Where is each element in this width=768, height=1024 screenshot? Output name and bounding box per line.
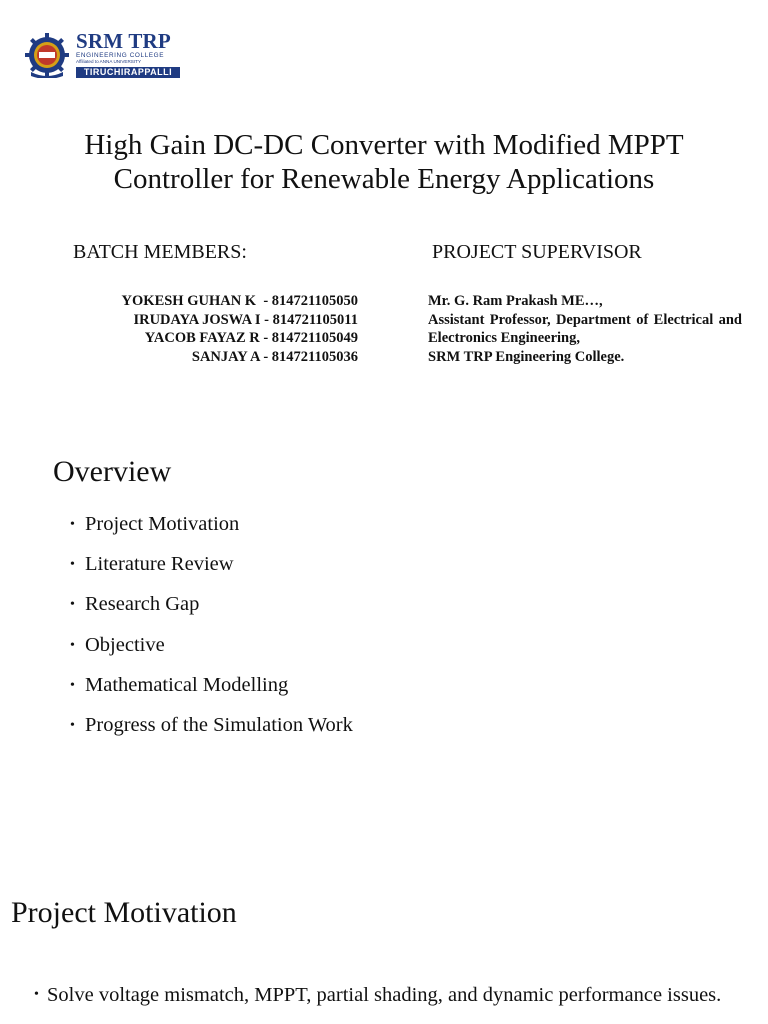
- title-line-2: Controller for Renewable Energy Applications: [113, 163, 655, 195]
- list-item: • Project Motivation: [70, 513, 240, 535]
- document-title: [0, 128, 768, 196]
- overview-heading: Overview: [53, 455, 172, 488]
- batch-members-list: [40, 292, 358, 366]
- list-item: • Literature Review: [70, 553, 234, 576]
- list-item: • Objective: [70, 633, 165, 656]
- batch-members-heading: BATCH MEMBERS:: [73, 241, 247, 263]
- supervisor-details: [428, 292, 742, 366]
- bullet-icon: •: [70, 677, 75, 693]
- logo-name: SRM TRP: [76, 29, 171, 53]
- bullet-icon: •: [70, 717, 75, 733]
- title-line-1: High Gain DC-DC Converter with Modified MPPT: [84, 129, 684, 161]
- member-entry: IRUDAYA JOSWA I - 814721105011: [133, 311, 358, 328]
- member-entry: YOKESH GUHAN K - 814721105050: [121, 293, 358, 309]
- college-seal-icon: [22, 32, 72, 78]
- member-entry: SANJAY A - 814721105036: [191, 348, 358, 365]
- logo-affiliation: Affiliated to ANNA UNIVERSITY: [76, 59, 142, 64]
- supervisor-name: Mr. G. Ram Prakash ME…,: [428, 293, 603, 309]
- college-logo: [22, 30, 184, 80]
- list-item: • Progress of the Simulation Work: [70, 713, 353, 736]
- bullet-icon: •: [70, 517, 75, 532]
- list-item: • Research Gap: [70, 593, 200, 616]
- bullet-icon: •: [34, 987, 39, 1002]
- member-entry: YACOB FAYAZ R - 814721105049: [144, 330, 358, 346]
- bullet-icon: •: [70, 557, 75, 573]
- bullet-icon: •: [70, 597, 75, 613]
- project-supervisor-heading: PROJECT SUPERVISOR: [432, 241, 642, 263]
- overview-list: [70, 512, 353, 753]
- list-item: • Mathematical Modelling: [70, 673, 289, 696]
- project-motivation-heading: Project Motivation: [11, 896, 237, 929]
- supervisor-designation: Assistant Professor, Department of Electrical and Electronics Engineering,: [428, 311, 742, 346]
- bullet-icon: •: [70, 637, 75, 653]
- project-motivation-list: [34, 983, 754, 1007]
- list-item: • Solve voltage mismatch, MPPT, partial shading, and dynamic performance issues.: [34, 984, 722, 1006]
- logo-college: ENGINEERING COLLEGE: [76, 52, 165, 59]
- supervisor-college: SRM TRP Engineering College.: [428, 348, 625, 365]
- logo-city: TIRUCHIRAPPALLI: [76, 67, 180, 78]
